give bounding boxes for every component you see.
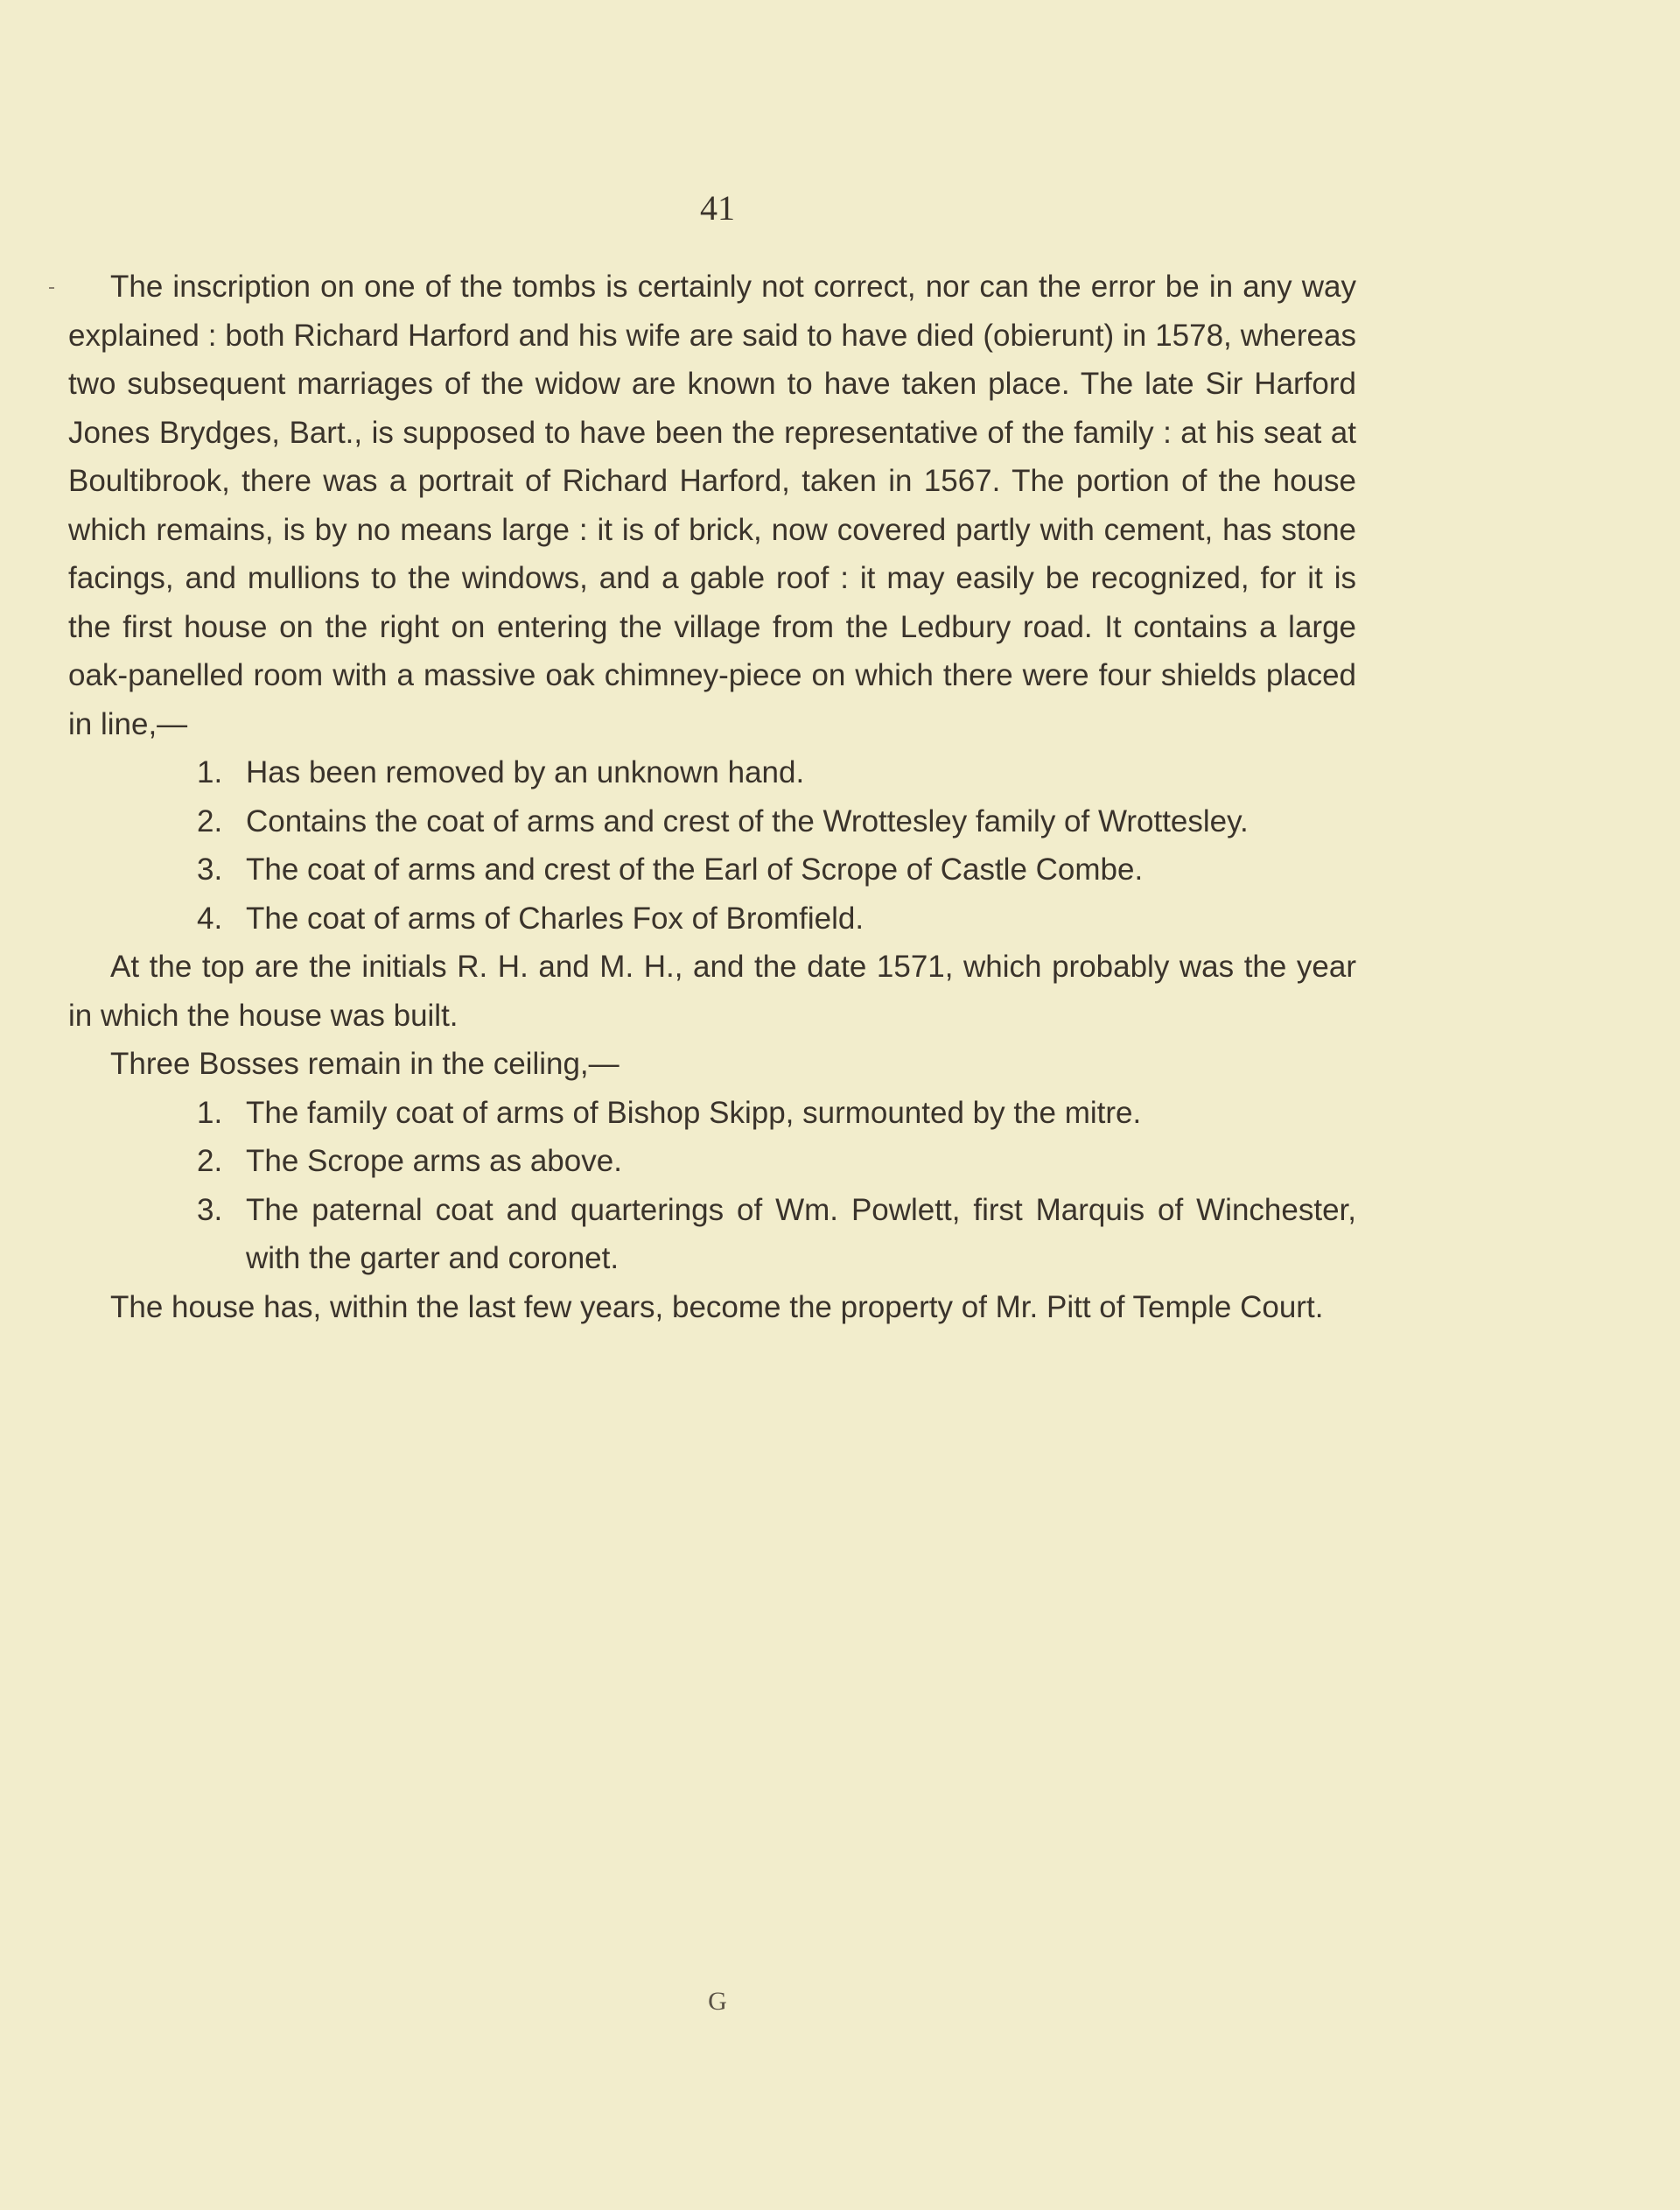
list-number: 1. [197, 755, 223, 789]
list-number: 1. [197, 1095, 223, 1130]
paragraph-inscription: The inscription on one of the tombs is certainly not correct, nor can the error be in any way explained : both Richard Harford and his wife are said to have died (obierunt) in 1578, whereas two subsequent marriages of the widow are known to have taken place. The late Sir Harford Jones Brydges, Bart., is supposed to have been the representative of the family : at his seat at Boultibrook, there was a portrait of Richard Harford, taken in 1567. The portion of the house which remains, is by no means large : it is of brick, now covered partly with cement, has stone facings, and mullions to the windows, and a gable roof : it may easily be recognized, for it is the first house on the right on entering the village from the Ledbury road. It contains a large oak-panelled room with a massive oak chimney-piece on which there were four shields placed in line,— [68, 270, 1356, 741]
list-number: 3. [197, 1192, 223, 1227]
shield-item [68, 748, 1356, 797]
margin-mark [49, 287, 54, 289]
paragraph-bosses: Three Bosses remain in the ceiling,— [110, 1047, 620, 1081]
list-text: Contains the coat of arms and crest of the Wrottesley family of Wrottesley. [246, 803, 1249, 838]
list-text: Has been removed by an unknown hand. [246, 755, 805, 789]
shield-item [68, 797, 1356, 846]
list-text: The family coat of arms of Bishop Skipp, surmounted by the mitre. [246, 1095, 1142, 1130]
paragraph-initials: At the top are the initials R. H. and M. H., and the date 1571, which probably was the year in which the house was built. [68, 950, 1356, 1033]
list-text: The Scrope arms as above. [246, 1144, 622, 1178]
list-number: 4. [197, 901, 223, 936]
list-number: 2. [197, 1144, 223, 1178]
list-number: 2. [197, 803, 223, 838]
page-number: 41 [700, 188, 735, 228]
shield-item [68, 895, 1356, 944]
list-number: 3. [197, 852, 223, 887]
signature-mark: G [708, 1987, 727, 2016]
boss-item [68, 1186, 1356, 1283]
shield-item [68, 845, 1356, 895]
body-text [68, 263, 1356, 1331]
list-text: The coat of arms and crest of the Earl of Scrope of Castle Combe. [246, 852, 1144, 887]
paragraph-property: The house has, within the last few years, become the property of Mr. Pitt of Temple Court. [110, 1289, 1324, 1324]
list-text: The paternal coat and quarterings of Wm. Powlett, first Marquis of Winchester, with the garter and coronet. [246, 1192, 1356, 1275]
list-text: The coat of arms of Charles Fox of Bromfield. [246, 901, 864, 936]
boss-item [68, 1089, 1356, 1138]
boss-item [68, 1137, 1356, 1186]
